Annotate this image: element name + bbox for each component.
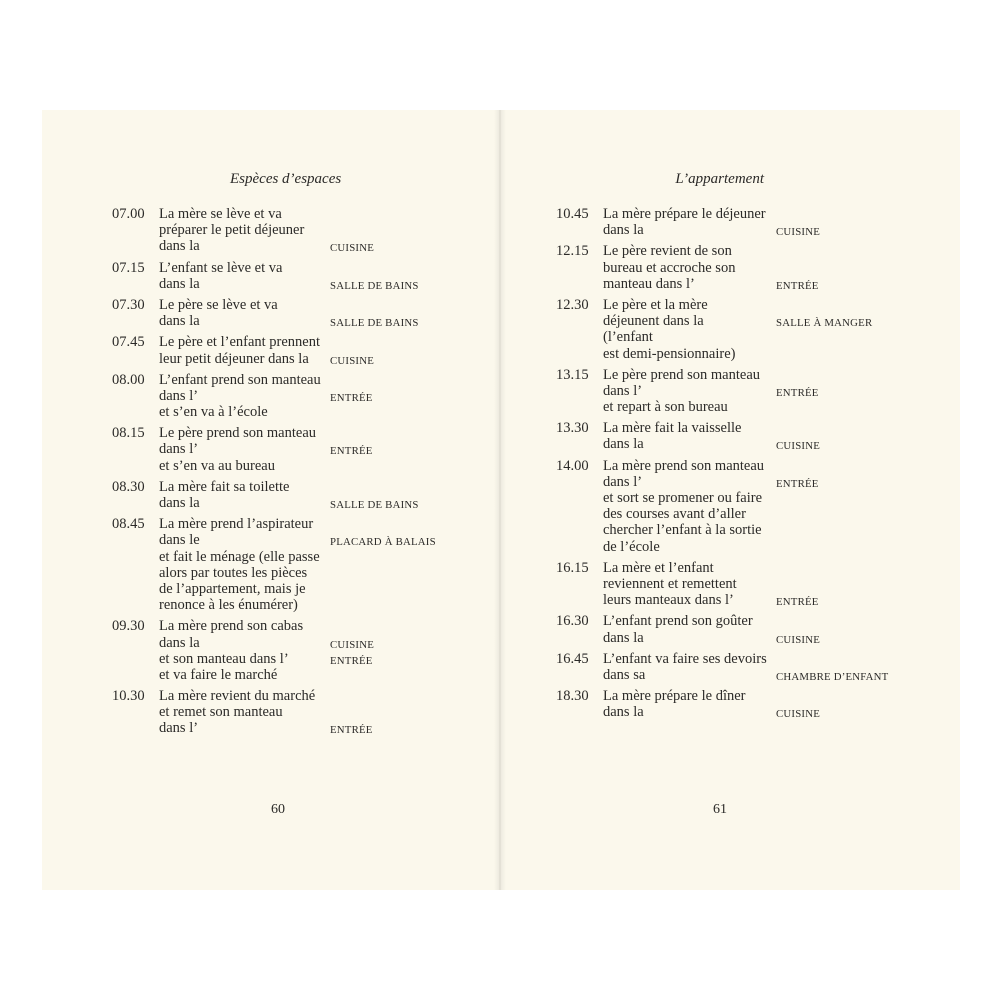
entry-line-text: La mère prend son cabas [159, 618, 304, 635]
entry-time: 12.15 [556, 243, 589, 260]
entry-line [603, 222, 956, 238]
entry-line [603, 297, 956, 313]
entry-line-text: Le père et la mère [603, 296, 708, 313]
entry-line [159, 635, 492, 651]
entry-description [159, 479, 492, 511]
entry-time: 07.00 [112, 206, 145, 222]
entry-line-text: L’enfant prend son goûter [603, 613, 753, 630]
entry-description [603, 651, 956, 683]
entry-time: 08.45 [112, 516, 145, 533]
room-label: ENTRÉE [330, 445, 373, 458]
room-label: ENTRÉE [776, 279, 819, 292]
entry-line [159, 516, 492, 532]
entry-line [159, 425, 492, 441]
entry-line [159, 667, 492, 683]
entry-time: 13.15 [556, 366, 589, 383]
entry-time: 08.00 [112, 371, 145, 388]
schedule-entry [556, 420, 956, 452]
page-number: 61 [713, 802, 727, 817]
entry-line-text: Le père prend son manteau [159, 425, 317, 442]
entry-line-text: dans la [159, 275, 200, 292]
entry-line [159, 260, 492, 276]
entry-line [603, 490, 956, 506]
entry-line-text: renonce à les énumérer) [159, 597, 298, 614]
entry-line-text: Le père se lève et va [159, 296, 278, 313]
entry-line-text: et repart à son bureau [603, 399, 728, 416]
entry-line-text: bureau et accroche son [603, 259, 736, 276]
entry-line-text: manteau dans l’ [603, 275, 695, 292]
entry-line-text: dans le [159, 532, 200, 549]
entry-line [603, 630, 956, 646]
entry-line-text: et sort se promener ou faire [603, 490, 763, 506]
entry-line-text: dans l’ [159, 387, 199, 404]
room-label: CUISINE [330, 638, 374, 651]
entry-line [603, 506, 956, 522]
entry-line [603, 383, 956, 399]
entry-line [603, 688, 956, 704]
entry-line [159, 222, 492, 238]
entry-time: 10.45 [556, 206, 589, 222]
entry-line-text: dans l’ [159, 720, 199, 737]
entry-line [159, 479, 492, 495]
schedule-list [112, 206, 492, 742]
entry-description [159, 516, 492, 613]
entry-line-text: des courses avant d’aller [603, 506, 746, 523]
entry-line-text: reviennent et remettent [603, 575, 737, 592]
entry-time: 09.30 [112, 618, 145, 635]
entry-line-text: (l’enfant [603, 329, 653, 346]
entry-line-text: dans la [603, 222, 644, 239]
entry-line-text: La mère prend son manteau [603, 457, 765, 474]
entry-line [603, 576, 956, 592]
entry-line [603, 276, 956, 292]
entry-time: 18.30 [556, 688, 589, 705]
room-label: SALLE À MANGER [776, 317, 873, 330]
entry-description [603, 458, 956, 555]
schedule-entry [556, 613, 956, 645]
entry-time: 12.30 [556, 296, 589, 313]
entry-time: 08.30 [112, 478, 145, 495]
entry-time: 07.45 [112, 334, 145, 351]
entry-time: 07.15 [112, 259, 145, 276]
entry-line [159, 441, 492, 457]
entry-line [603, 613, 956, 629]
entry-line [159, 297, 492, 313]
entry-line [159, 597, 492, 613]
book-spread [42, 110, 960, 890]
schedule-entry [556, 206, 956, 238]
entry-line [603, 667, 956, 683]
entry-description [603, 367, 956, 416]
entry-line-text: alors par toutes les pièces [159, 564, 308, 581]
entry-line-text: déjeunent dans la [603, 313, 704, 330]
room-label: ENTRÉE [330, 391, 373, 404]
entry-line-text: leur petit déjeuner dans la [159, 350, 309, 367]
entry-line [603, 260, 956, 276]
room-label: CUISINE [330, 354, 374, 367]
running-head: Espèces d’espaces [230, 171, 342, 187]
entry-line-text: La mère fait la vaisselle [603, 420, 742, 437]
room-label: CHAMBRE D’ENFANT [776, 670, 889, 683]
entry-line [159, 581, 492, 597]
entry-line [159, 238, 492, 254]
entry-line [159, 549, 492, 565]
entry-line-text: dans la [603, 436, 644, 453]
entry-time: 08.15 [112, 425, 145, 442]
entry-line [603, 346, 956, 362]
entry-line-text: L’enfant va faire ses devoirs [603, 650, 767, 667]
entry-line [603, 243, 956, 259]
room-label: PLACARD À BALAIS [330, 536, 436, 549]
entry-line-text: dans l’ [603, 473, 643, 490]
entry-description [603, 243, 956, 292]
schedule-entry [112, 688, 492, 737]
entry-description [603, 688, 956, 720]
entry-line-text: et fait le ménage (elle passe [159, 548, 320, 565]
room-label: CUISINE [776, 633, 820, 646]
entry-line [603, 522, 956, 538]
entry-description [159, 206, 492, 255]
schedule-entry [112, 297, 492, 329]
entry-description [159, 618, 492, 683]
entry-description [603, 297, 956, 362]
entry-line [603, 206, 956, 222]
entry-line-text: préparer le petit déjeuner [159, 222, 305, 239]
entry-line-text: Le père prend son manteau [603, 366, 761, 383]
schedule-entry [556, 297, 956, 362]
entry-description [159, 372, 492, 421]
schedule-entry [112, 260, 492, 292]
entry-line [159, 495, 492, 511]
entry-description [603, 420, 956, 452]
schedule-list [556, 206, 956, 725]
entry-line-text: de l’appartement, mais je [159, 580, 306, 597]
entry-line-text: L’enfant se lève et va [159, 259, 283, 276]
schedule-entry [556, 458, 956, 555]
schedule-entry [556, 651, 956, 683]
entry-line [159, 458, 492, 474]
entry-time: 14.00 [556, 457, 589, 474]
entry-line-text: dans la [159, 313, 200, 330]
schedule-entry [556, 367, 956, 416]
entry-line [159, 372, 492, 388]
entry-line-text: dans l’ [159, 441, 199, 458]
schedule-entry [112, 479, 492, 511]
entry-line [159, 565, 492, 581]
entry-line-text: dans la [159, 238, 200, 255]
entry-line [603, 329, 956, 345]
room-label: ENTRÉE [776, 477, 819, 490]
entry-line-text: chercher l’enfant à la sortie [603, 522, 762, 539]
entry-line-text: et va faire le marché [159, 666, 278, 683]
entry-line [159, 651, 492, 667]
entry-line-text: dans l’ [603, 382, 643, 399]
room-label: SALLE DE BAINS [330, 499, 419, 511]
entry-line [159, 720, 492, 736]
entry-description [603, 206, 956, 238]
entry-line [159, 334, 492, 350]
entry-line-text: La mère revient du marché [159, 688, 316, 705]
entry-line-text: dans la [159, 495, 200, 511]
entry-line-text: leurs manteaux dans l’ [603, 592, 734, 609]
entry-description [159, 297, 492, 329]
entry-line [603, 458, 956, 474]
entry-line-text: La mère se lève et va [159, 206, 282, 222]
entry-line [159, 704, 492, 720]
room-label: ENTRÉE [776, 386, 819, 399]
entry-time: 13.30 [556, 420, 589, 437]
schedule-entry [556, 688, 956, 720]
entry-time: 16.15 [556, 559, 589, 576]
room-label: SALLE DE BAINS [330, 317, 419, 330]
page-number: 60 [271, 802, 285, 817]
room-label: CUISINE [776, 226, 820, 239]
entry-line-text: de l’école [603, 538, 660, 555]
entry-line-text: et son manteau dans l’ [159, 650, 289, 667]
entry-line-text: dans sa [603, 666, 646, 683]
entry-line [159, 688, 492, 704]
entry-line-text: Le père et l’enfant prennent [159, 334, 321, 351]
entry-description [159, 425, 492, 474]
entry-line-text: L’enfant prend son manteau [159, 371, 321, 388]
room-label: CUISINE [330, 242, 374, 255]
entry-line-text: et remet son manteau [159, 704, 283, 721]
entry-line-text: dans la [603, 704, 644, 721]
entry-line-text: La mère et l’enfant [603, 559, 714, 576]
entry-line-text: dans la [603, 629, 644, 646]
schedule-entry [112, 618, 492, 683]
room-label: ENTRÉE [330, 654, 373, 667]
entry-description [603, 560, 956, 609]
entry-line [159, 351, 492, 367]
entry-time: 16.30 [556, 613, 589, 630]
entry-description [159, 688, 492, 737]
entry-line [603, 704, 956, 720]
left-page [42, 110, 500, 890]
entry-line-text: est demi-pensionnaire) [603, 345, 736, 362]
entry-line-text: La mère prend l’aspirateur [159, 516, 314, 533]
entry-line [603, 420, 956, 436]
schedule-entry [112, 206, 492, 255]
entry-time: 10.30 [112, 688, 145, 705]
entry-line-text: La mère prépare le déjeuner [603, 206, 766, 222]
entry-line [603, 474, 956, 490]
entry-time: 16.45 [556, 650, 589, 667]
schedule-entry [112, 334, 492, 366]
entry-line [159, 532, 492, 548]
entry-line [159, 276, 492, 292]
running-head: L’appartement [675, 171, 764, 187]
entry-line [159, 404, 492, 420]
entry-line-text: et s’en va au bureau [159, 457, 275, 474]
entry-line [159, 618, 492, 634]
schedule-entry [112, 516, 492, 613]
entry-description [159, 260, 492, 292]
entry-line [603, 539, 956, 555]
entry-line [603, 367, 956, 383]
entry-line-text: La mère fait sa toilette [159, 478, 290, 495]
room-label: ENTRÉE [776, 596, 819, 609]
entry-description [159, 334, 492, 366]
entry-line [603, 592, 956, 608]
entry-line [159, 313, 492, 329]
entry-time: 07.30 [112, 296, 145, 313]
right-page [500, 110, 960, 890]
entry-description [603, 613, 956, 645]
entry-line [603, 560, 956, 576]
schedule-entry [556, 243, 956, 292]
entry-line [603, 313, 956, 329]
room-label: SALLE DE BAINS [330, 279, 419, 292]
entry-line-text: et s’en va à l’école [159, 404, 268, 421]
entry-line-text: Le père revient de son [603, 243, 732, 260]
schedule-entry [112, 372, 492, 421]
room-label: CUISINE [776, 440, 820, 453]
schedule-entry [556, 560, 956, 609]
entry-line [603, 399, 956, 415]
schedule-entry [112, 425, 492, 474]
entry-line [603, 436, 956, 452]
entry-line [159, 388, 492, 404]
entry-line-text: dans la [159, 634, 200, 651]
entry-line [603, 651, 956, 667]
room-label: CUISINE [776, 708, 820, 721]
entry-line-text: La mère prépare le dîner [603, 688, 746, 705]
entry-line [159, 206, 492, 222]
room-label: ENTRÉE [330, 724, 373, 737]
